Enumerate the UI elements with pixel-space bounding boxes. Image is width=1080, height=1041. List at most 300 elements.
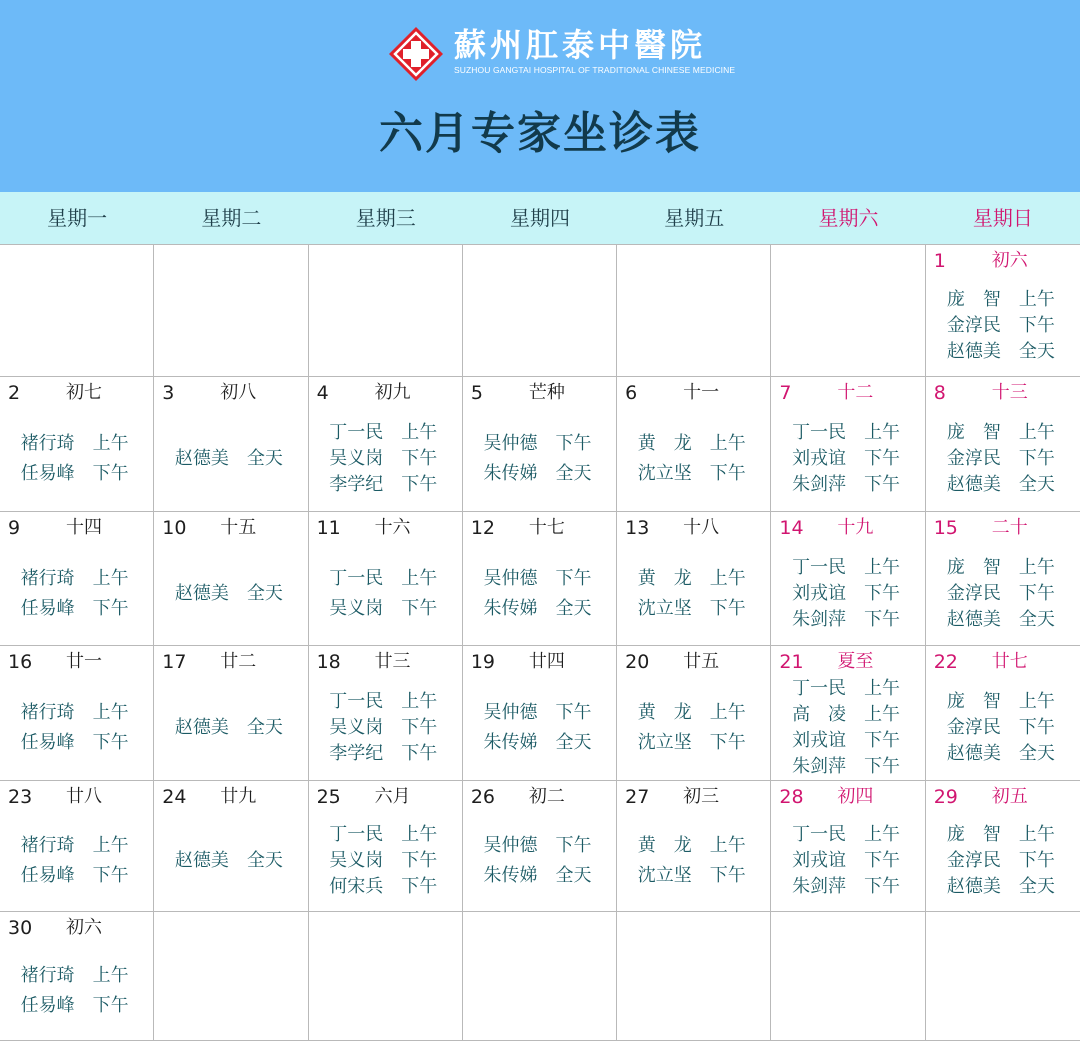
lunar-date: 十六 xyxy=(374,517,411,538)
doctor-name: 任易峰 xyxy=(20,732,75,753)
doctor-name: 庞 智 xyxy=(946,556,1001,578)
lunar-date: 廿四 xyxy=(528,651,565,672)
calendar-day-cell xyxy=(771,512,925,646)
empty-day-cell xyxy=(154,912,308,1041)
doctor-name: 朱传娣 xyxy=(483,597,538,619)
doctor-list xyxy=(309,811,462,911)
doctor-entry xyxy=(617,861,770,891)
doctor-name: 朱剑萍 xyxy=(792,876,847,897)
weekday-thursday: 星期四 xyxy=(509,206,570,230)
doctor-entry xyxy=(309,874,462,900)
calendar-day-cell xyxy=(309,646,463,781)
lunar-date: 初六 xyxy=(66,917,102,938)
doctor-name: 丁一民 xyxy=(792,824,847,845)
doctor-entry xyxy=(926,555,1080,581)
calendar-day-cell xyxy=(0,912,154,1041)
doctor-list xyxy=(309,542,462,645)
calendar-day-cell xyxy=(617,646,771,781)
doctor-entry xyxy=(771,702,924,728)
day-number: 25 xyxy=(316,786,341,808)
doctor-name: 吴仲德 xyxy=(483,433,538,454)
doctor-entry xyxy=(617,728,770,758)
doctor-name: 吴仲德 xyxy=(483,835,538,856)
doctor-list xyxy=(926,676,1080,780)
doctor-name: 李学纪 xyxy=(329,743,384,764)
session-time: 上午 xyxy=(92,433,129,454)
doctor-entry xyxy=(309,715,462,741)
doctor-name: 褚行琦 xyxy=(20,835,75,856)
session-time: 上午 xyxy=(709,835,746,856)
calendar-day-cell xyxy=(154,377,308,512)
session-time: 下午 xyxy=(555,433,592,454)
doctor-entry xyxy=(771,754,924,780)
calendar-day-cell xyxy=(0,646,154,781)
session-time: 上午 xyxy=(401,567,438,589)
doctor-entry xyxy=(309,848,462,874)
doctor-name: 赵德美 xyxy=(946,743,1001,764)
doctor-name: 丁一民 xyxy=(792,556,847,578)
doctor-list xyxy=(463,407,616,511)
doctor-entry xyxy=(463,861,616,891)
session-time: 全天 xyxy=(1018,743,1055,764)
calendar-day-cell xyxy=(309,377,463,512)
doctor-entry xyxy=(0,991,153,1021)
doctor-entry xyxy=(463,429,616,459)
session-time: 下午 xyxy=(864,448,901,469)
doctor-name: 赵德美 xyxy=(946,608,1001,630)
doctor-entry xyxy=(926,420,1080,446)
doctor-entry xyxy=(309,594,462,624)
session-time: 上午 xyxy=(864,824,901,845)
session-time: 下午 xyxy=(92,597,129,619)
doctor-list xyxy=(0,811,153,911)
session-time: 全天 xyxy=(246,582,283,604)
session-time: 下午 xyxy=(864,730,901,751)
doctor-name: 金淳民 xyxy=(946,717,1001,738)
day-number: 12 xyxy=(470,517,496,539)
calendar-day-cell xyxy=(926,377,1080,512)
doctor-entry xyxy=(309,420,462,446)
doctor-name: 吴仲德 xyxy=(483,567,538,589)
session-time: 上午 xyxy=(864,556,901,578)
doctor-entry xyxy=(0,831,153,861)
lunar-date: 初五 xyxy=(991,786,1028,807)
doctor-name: 吴义岗 xyxy=(329,448,384,469)
session-time: 下午 xyxy=(92,865,129,886)
empty-day-cell xyxy=(0,245,154,377)
session-time: 上午 xyxy=(92,702,129,723)
doctor-entry xyxy=(154,713,307,743)
calendar-day-cell xyxy=(926,512,1080,646)
day-number: 2 xyxy=(8,382,21,404)
doctor-name: 任易峰 xyxy=(20,597,75,619)
day-number: 3 xyxy=(162,382,175,404)
doctor-name: 赵德美 xyxy=(174,582,229,604)
doctor-entry xyxy=(0,698,153,728)
doctor-entry xyxy=(771,446,924,472)
session-time: 上午 xyxy=(709,567,746,589)
doctor-list xyxy=(617,676,770,780)
doctor-entry xyxy=(771,874,924,900)
doctor-name: 金淳民 xyxy=(946,850,1001,871)
doctor-name: 李学纪 xyxy=(329,474,384,495)
doctor-entry xyxy=(926,607,1080,633)
session-time: 下午 xyxy=(401,448,438,469)
doctor-entry xyxy=(309,689,462,715)
doctor-list xyxy=(617,811,770,911)
doctor-entry xyxy=(617,698,770,728)
lunar-date: 十四 xyxy=(66,517,102,538)
lunar-date: 十二 xyxy=(837,382,874,403)
doctor-entry xyxy=(309,741,462,767)
day-number: 24 xyxy=(162,786,187,808)
lunar-date: 廿九 xyxy=(220,786,257,807)
doctor-name: 赵德美 xyxy=(946,474,1001,495)
hospital-name-english: SUZHOU GANGTAI HOSPITAL OF TRADITIONAL CHINESE MEDICINE xyxy=(454,65,736,75)
doctor-name: 金淳民 xyxy=(946,314,1001,336)
weekday-wednesday: 星期三 xyxy=(355,206,416,230)
doctor-list xyxy=(771,811,924,911)
session-time: 上午 xyxy=(709,702,746,723)
doctor-entry xyxy=(309,446,462,472)
doctor-entry xyxy=(926,472,1080,498)
doctor-entry xyxy=(771,822,924,848)
session-time: 上午 xyxy=(401,422,438,443)
day-number: 10 xyxy=(162,517,187,539)
day-number: 9 xyxy=(8,517,21,539)
doctor-entry xyxy=(926,287,1080,313)
doctor-name: 庞 智 xyxy=(946,824,1001,845)
doctor-name: 金淳民 xyxy=(946,582,1001,604)
doctor-name: 朱传娣 xyxy=(483,732,538,753)
doctor-name: 褚行琦 xyxy=(20,965,75,986)
day-number: 5 xyxy=(470,382,483,404)
day-number: 11 xyxy=(316,517,341,539)
session-time: 下午 xyxy=(864,582,901,604)
doctor-name: 刘戎谊 xyxy=(792,850,847,871)
day-number: 28 xyxy=(779,786,804,808)
day-number: 13 xyxy=(625,517,650,539)
session-time: 下午 xyxy=(709,597,746,619)
doctor-list xyxy=(0,407,153,511)
doctor-list xyxy=(0,942,153,1040)
doctor-entry xyxy=(926,581,1080,607)
doctor-name: 高 凌 xyxy=(792,704,847,725)
doctor-name: 丁一民 xyxy=(329,824,384,845)
calendar-day-cell xyxy=(771,377,925,512)
session-time: 全天 xyxy=(1018,474,1055,495)
doctor-name: 丁一民 xyxy=(792,422,847,443)
day-number: 17 xyxy=(162,651,187,673)
doctor-entry xyxy=(0,728,153,758)
lunar-date: 初八 xyxy=(220,382,257,403)
empty-day-cell xyxy=(617,245,771,377)
doctor-list xyxy=(154,811,307,911)
session-time: 下午 xyxy=(401,597,438,619)
day-number: 23 xyxy=(8,786,33,808)
session-time: 上午 xyxy=(92,835,129,856)
session-time: 上午 xyxy=(709,433,746,454)
hospital-name: 蘇州肛泰中醫院 xyxy=(454,26,707,64)
doctor-list xyxy=(463,811,616,911)
doctor-name: 赵德美 xyxy=(174,717,229,738)
weekday-friday: 星期五 xyxy=(664,206,725,230)
doctor-entry xyxy=(0,429,153,459)
empty-day-cell xyxy=(771,245,925,377)
doctor-entry xyxy=(771,420,924,446)
doctor-list xyxy=(771,542,924,645)
day-number: 7 xyxy=(779,382,792,404)
doctor-entry xyxy=(0,861,153,891)
doctor-name: 朱传娣 xyxy=(483,865,538,886)
doctor-entry xyxy=(926,339,1080,365)
doctor-entry xyxy=(154,579,307,609)
doctor-name: 朱剑萍 xyxy=(792,608,847,630)
doctor-entry xyxy=(309,472,462,498)
doctor-list xyxy=(0,542,153,645)
doctor-name: 刘戎谊 xyxy=(792,730,847,751)
session-time: 上午 xyxy=(1018,288,1055,310)
doctor-name: 黄 龙 xyxy=(637,835,692,856)
doctor-name: 朱传娣 xyxy=(483,463,538,484)
session-time: 下午 xyxy=(92,732,129,753)
lunar-date: 廿七 xyxy=(991,651,1028,672)
session-time: 全天 xyxy=(1018,608,1055,630)
doctor-list xyxy=(463,542,616,645)
session-time: 全天 xyxy=(1018,876,1055,897)
calendar-day-cell xyxy=(617,512,771,646)
day-number: 30 xyxy=(8,917,33,939)
lunar-date: 初三 xyxy=(683,786,720,807)
day-number: 27 xyxy=(625,786,650,808)
day-number: 16 xyxy=(8,651,33,673)
empty-day-cell xyxy=(309,912,463,1041)
calendar-day-cell xyxy=(0,512,154,646)
doctor-entry xyxy=(926,715,1080,741)
doctor-entry xyxy=(617,564,770,594)
doctor-name: 任易峰 xyxy=(20,865,75,886)
calendar-day-cell xyxy=(154,781,308,912)
doctor-name: 赵德美 xyxy=(946,340,1001,362)
doctor-entry xyxy=(309,822,462,848)
session-time: 上午 xyxy=(92,965,129,986)
weekday-header-row xyxy=(0,192,1080,244)
doctor-name: 沈立坚 xyxy=(637,732,692,753)
calendar-day-cell xyxy=(154,646,308,781)
lunar-date: 廿八 xyxy=(66,786,102,807)
calendar-day-cell xyxy=(0,377,154,512)
session-time: 下午 xyxy=(864,850,901,871)
lunar-date: 十八 xyxy=(683,517,720,538)
doctor-list xyxy=(309,676,462,780)
calendar-day-cell xyxy=(309,781,463,912)
doctor-name: 吴义岗 xyxy=(329,850,384,871)
session-time: 全天 xyxy=(1018,340,1055,362)
doctor-name: 朱剑萍 xyxy=(792,474,847,495)
doctor-list xyxy=(154,542,307,645)
session-time: 下午 xyxy=(401,850,438,871)
session-time: 上午 xyxy=(1018,691,1055,712)
doctor-name: 褚行琦 xyxy=(20,702,75,723)
calendar-day-cell xyxy=(154,512,308,646)
calendar-day-cell xyxy=(463,512,617,646)
session-time: 上午 xyxy=(864,422,901,443)
doctor-name: 丁一民 xyxy=(792,678,847,699)
session-time: 上午 xyxy=(1018,422,1055,443)
doctor-entry xyxy=(926,689,1080,715)
doctor-name: 黄 龙 xyxy=(637,702,692,723)
lunar-date: 二十 xyxy=(991,517,1028,538)
doctor-entry xyxy=(771,848,924,874)
session-time: 上午 xyxy=(1018,824,1055,845)
session-time: 上午 xyxy=(401,824,438,845)
calendar-day-cell xyxy=(309,512,463,646)
doctor-list xyxy=(926,542,1080,645)
session-time: 下午 xyxy=(1018,582,1055,604)
session-time: 全天 xyxy=(555,865,592,886)
calendar-day-cell xyxy=(0,781,154,912)
doctor-name: 丁一民 xyxy=(329,567,384,589)
lunar-date: 初二 xyxy=(528,786,565,807)
doctor-entry xyxy=(0,459,153,489)
doctor-name: 丁一民 xyxy=(329,422,384,443)
session-time: 下午 xyxy=(92,995,129,1016)
empty-day-cell xyxy=(617,912,771,1041)
empty-day-cell xyxy=(463,912,617,1041)
session-time: 下午 xyxy=(864,756,901,777)
weekday-tuesday: 星期二 xyxy=(201,206,262,230)
doctor-name: 吴义岗 xyxy=(329,597,384,619)
doctor-entry xyxy=(926,446,1080,472)
calendar-day-cell xyxy=(926,245,1080,377)
doctor-entry xyxy=(926,848,1080,874)
weekday-saturday: 星期六 xyxy=(818,206,879,230)
doctor-entry xyxy=(463,698,616,728)
day-number: 21 xyxy=(779,651,804,673)
doctor-entry xyxy=(926,822,1080,848)
doctor-entry xyxy=(463,459,616,489)
doctor-list xyxy=(0,676,153,780)
session-time: 下午 xyxy=(1018,448,1055,469)
calendar-day-cell xyxy=(771,646,925,781)
lunar-date: 初六 xyxy=(991,250,1028,271)
doctor-name: 黄 龙 xyxy=(637,567,692,589)
doctor-name: 黄 龙 xyxy=(637,433,692,454)
doctor-entry xyxy=(0,564,153,594)
calendar-day-cell xyxy=(926,781,1080,912)
doctor-entry xyxy=(771,607,924,633)
doctor-name: 吴仲德 xyxy=(483,702,538,723)
session-time: 下午 xyxy=(864,474,901,495)
doctor-entry xyxy=(463,831,616,861)
doctor-entry xyxy=(463,594,616,624)
doctor-list xyxy=(617,407,770,511)
doctor-name: 沈立坚 xyxy=(637,597,692,619)
doctor-name: 何宋兵 xyxy=(329,876,384,897)
doctor-name: 庞 智 xyxy=(946,422,1001,443)
lunar-date: 十七 xyxy=(528,517,565,538)
day-number: 26 xyxy=(470,786,496,808)
lunar-date: 廿一 xyxy=(66,651,102,672)
doctor-name: 褚行琦 xyxy=(20,433,75,454)
doctor-list xyxy=(771,676,924,780)
session-time: 上午 xyxy=(864,678,901,699)
weekday-monday: 星期一 xyxy=(47,206,108,230)
day-number: 18 xyxy=(316,651,341,673)
doctor-entry xyxy=(0,961,153,991)
empty-day-cell xyxy=(463,245,617,377)
session-time: 全天 xyxy=(246,717,283,738)
calendar-day-cell xyxy=(463,377,617,512)
session-time: 下午 xyxy=(1018,850,1055,871)
session-time: 下午 xyxy=(401,474,438,495)
doctor-entry xyxy=(771,728,924,754)
session-time: 下午 xyxy=(555,702,592,723)
doctor-name: 沈立坚 xyxy=(637,463,692,484)
doctor-entry xyxy=(154,444,307,474)
doctor-list xyxy=(463,676,616,780)
doctor-list xyxy=(771,407,924,511)
session-time: 上午 xyxy=(401,691,438,712)
day-number: 1 xyxy=(933,250,946,272)
doctor-entry xyxy=(926,874,1080,900)
doctor-list xyxy=(926,407,1080,511)
doctor-name: 褚行琦 xyxy=(20,567,75,589)
doctor-entry xyxy=(0,594,153,624)
lunar-date: 初七 xyxy=(66,382,102,403)
hospital-cross-logo-icon xyxy=(388,26,444,82)
doctor-entry xyxy=(617,594,770,624)
session-time: 下午 xyxy=(709,732,746,753)
doctor-entry xyxy=(463,728,616,758)
doctor-entry xyxy=(154,846,307,876)
session-time: 全天 xyxy=(555,597,592,619)
session-time: 上午 xyxy=(92,567,129,589)
session-time: 全天 xyxy=(246,448,283,469)
doctor-name: 吴义岗 xyxy=(329,717,384,738)
doctor-name: 任易峰 xyxy=(20,995,75,1016)
session-time: 下午 xyxy=(1018,717,1055,738)
doctor-list xyxy=(309,407,462,511)
session-time: 全天 xyxy=(555,463,592,484)
day-number: 6 xyxy=(625,382,638,404)
day-number: 19 xyxy=(470,651,496,673)
lunar-date: 初九 xyxy=(374,382,411,403)
empty-day-cell xyxy=(154,245,308,377)
session-time: 下午 xyxy=(709,463,746,484)
page-title: 六月专家坐诊表 xyxy=(379,108,701,159)
doctor-entry xyxy=(617,459,770,489)
calendar-day-cell xyxy=(771,781,925,912)
empty-day-cell xyxy=(771,912,925,1041)
day-number: 4 xyxy=(316,382,329,404)
session-time: 全天 xyxy=(246,850,283,871)
day-number: 8 xyxy=(933,382,946,404)
day-number: 22 xyxy=(933,651,958,673)
day-number: 20 xyxy=(625,651,650,673)
day-number: 29 xyxy=(933,786,958,808)
doctor-name: 刘戎谊 xyxy=(792,448,847,469)
day-number: 15 xyxy=(933,517,958,539)
calendar-day-cell xyxy=(617,781,771,912)
doctor-entry xyxy=(617,429,770,459)
doctor-name: 庞 智 xyxy=(946,691,1001,712)
doctor-entry xyxy=(463,564,616,594)
doctor-name: 任易峰 xyxy=(20,463,75,484)
doctor-name: 庞 智 xyxy=(946,288,1001,310)
calendar-day-cell xyxy=(926,646,1080,781)
empty-day-cell xyxy=(926,912,1080,1041)
